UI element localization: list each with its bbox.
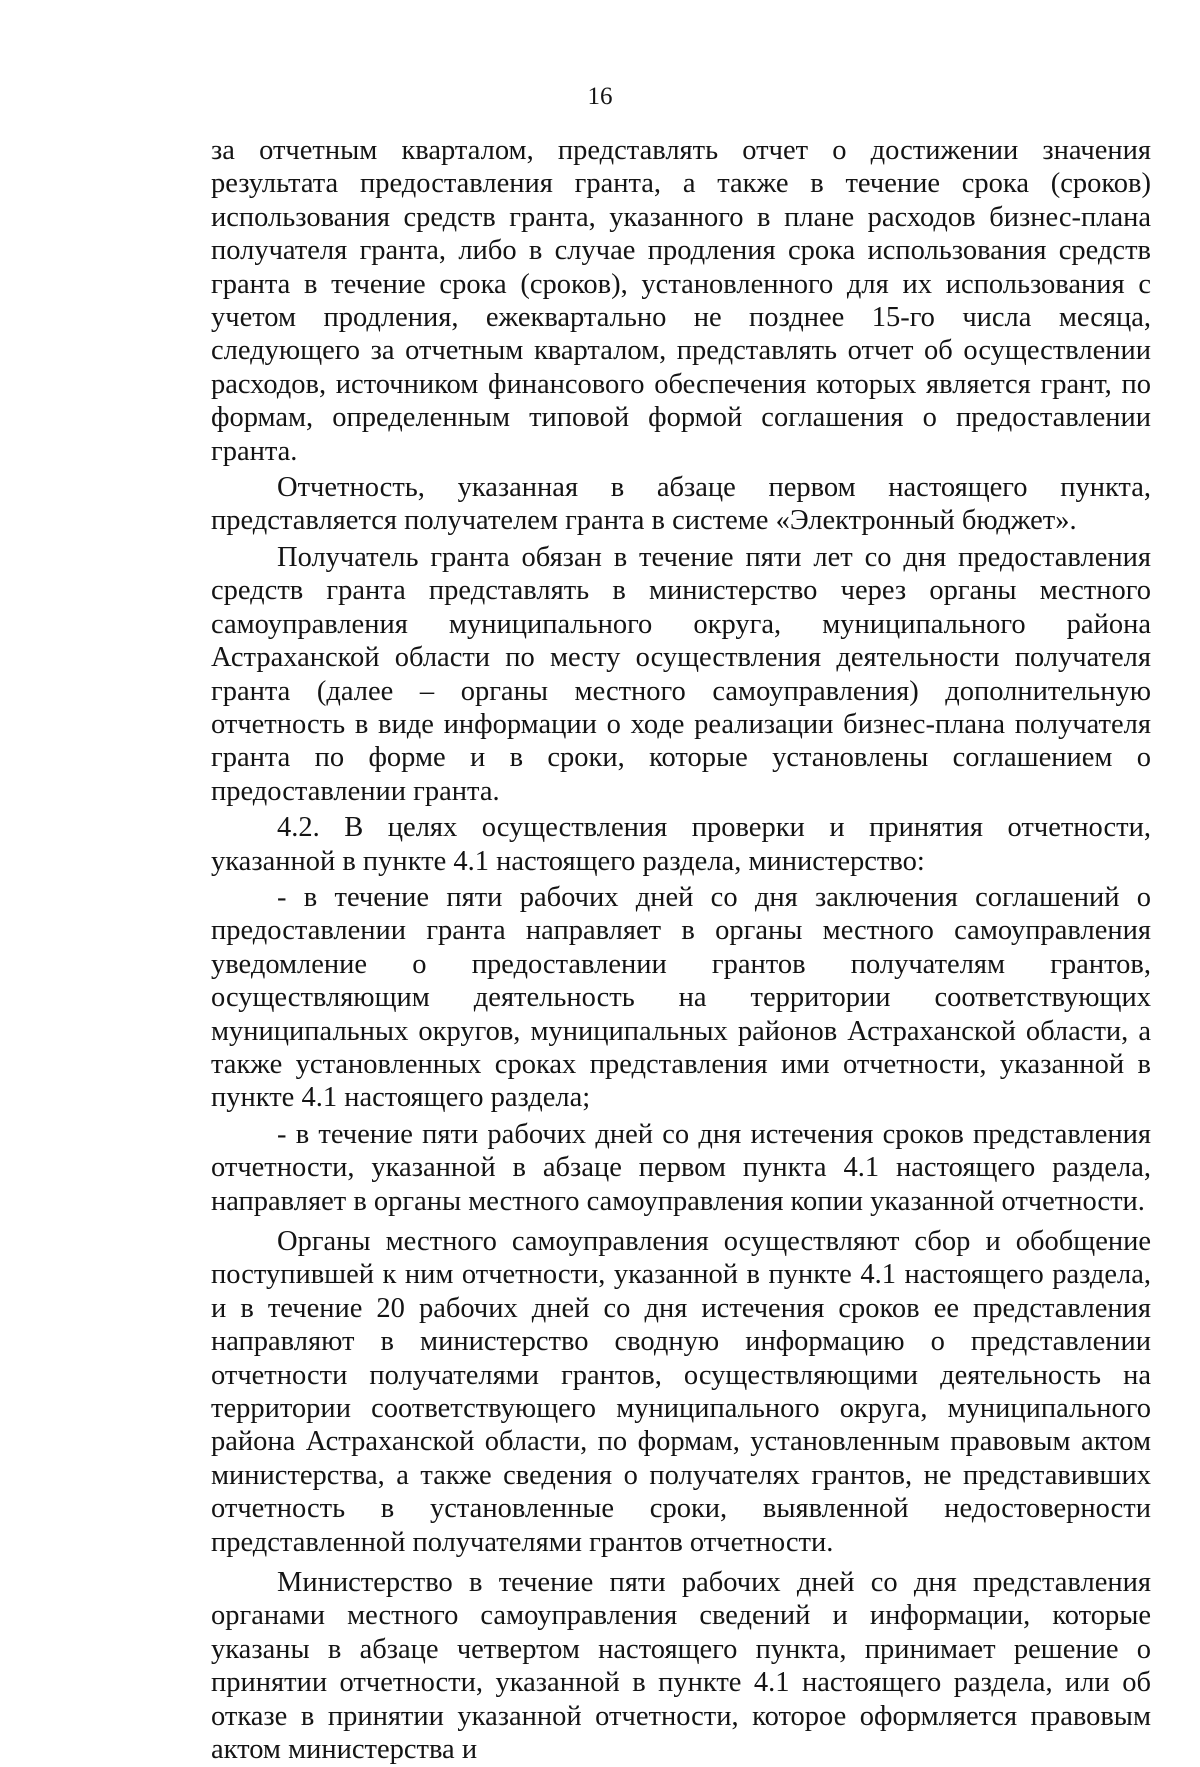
list-item-copies: - в течение пяти рабочих дней со дня истечения сроков представления отчетности, указанной в абзаце первом пункта 4.1 настоящего раздела, направляет в органы местного самоуправления копии указанной отчетности. [211, 1118, 1151, 1217]
paragraph-local-authorities: Органы местного самоуправления осуществляют сбор и обобщение поступившей к ним отчетности, указанной в пункте 4.1 настоящего раздела, и в течение 20 рабочих дней со дня истечения сроков ее представления направляют в министерство сводную информацию о представлении отчетности получателями грантов, осуществляющими деятельность на территории соответствующего муниципального округа, муниципального района Астраханской области, по формам, установленным правовым актом министерства, а также сведения о получателях грантов, не представивших отчетность в установленные сроки, выявленной недостоверности представленной получателями грантов отчетности. [211, 1226, 1151, 1558]
list-item-notification: - в течение пяти рабочих дней со дня заключения соглашений о предоставлении гранта направляет в органы местного самоуправления уведомление о предоставлении грантов получателям грантов, осуществляющим деятельность на территории соответствующих муниципальных округов, муниципальных районов Астраханской области, а также установленных сроках представления ими отчетности, указанной в пункте 4.1 настоящего раздела; [211, 881, 1151, 1114]
paragraph-additional-reporting: Получатель гранта обязан в течение пяти лет со дня предоставления средств гранта представлять в министерство через органы местного самоуправления муниципального округа, муниципального района Астраханской области по месту осуществления деятельности получателя гранта (далее – органы местного самоуправления) дополнительную отчетность в виде информации о ходе реализации бизнес-плана получателя гранта по форме и в сроки, которые установлены соглашением о предоставлении гранта. [211, 541, 1151, 807]
document-body [211, 134, 1151, 1767]
paragraph-electronic-budget: Отчетность, указанная в абзаце первом настоящего пункта, представляется получателем гранта в системе «Электронный бюджет». [211, 472, 1151, 537]
paragraph-reporting-continuation: за отчетным кварталом, представлять отчет о достижении значения результата предоставления гранта, а также в течение срока (сроков) использования средств гранта, указанного в плане расходов бизнес-плана получателя гранта, либо в случае продления срока использования средств гранта в течение срока (сроков), установленного для их использования с учетом продления, ежеквартально не позднее 15-го числа месяца, следующего за отчетным кварталом, представлять отчет об осуществлении расходов, источником финансового обеспечения которых является грант, по формам, определенным типовой формой соглашения о предоставлении гранта. [211, 135, 1151, 467]
paragraph-section-4-2: 4.2. В целях осуществления проверки и принятия отчетности, указанной в пункте 4.1 настоящего раздела, министерство: [211, 812, 1151, 877]
page-number: 16 [587, 83, 613, 110]
paragraph-ministry-decision: Министерство в течение пяти рабочих дней со дня представления органами местного самоуправления сведений и информации, которые указаны в абзаце четвертом настоящего пункта, принимает решение о принятии отчетности, указанной в пункте 4.1 настоящего раздела, или об отказе в принятии указанной отчетности, которое оформляется правовым актом министерства и [211, 1567, 1151, 1766]
